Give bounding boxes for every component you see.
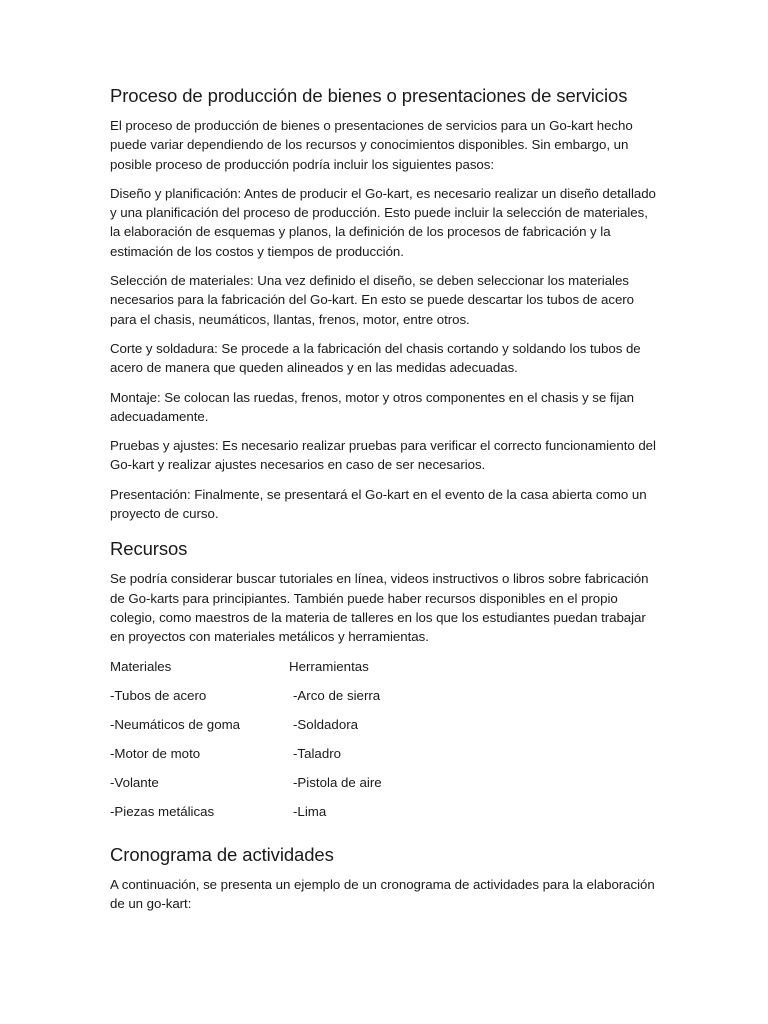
paragraph-seleccion: Selección de materiales: Una vez definido el diseño, se deben seleccionar los materiales necesarios para la fabricación del Go-kart. En esto se puede descartar los tubos de acero para el chasis, neumáticos, llantas, frenos, motor, entre otros. <box>110 273 635 327</box>
section-title-recursos: Recursos <box>110 538 188 560</box>
paragraph-cronograma: A continuación, se presenta un ejemplo de un cronograma de actividades para la elaboración de un go-kart: <box>110 876 655 911</box>
material-cell: -Neumáticos de goma <box>110 716 241 732</box>
tool-cell: -Arco de sierra <box>293 687 381 703</box>
paragraph-diseno: Diseño y planificación: Antes de producir el Go-kart, es necesario realizar un diseño detallado y una planificación del proceso de producción. Esto puede incluir la selección de materiales, la elaboración de esquemas y planos, la definición de los procesos de fabricación y la estimación de los costos y tiempos de producción. <box>110 185 656 259</box>
table-header-row <box>110 657 660 686</box>
section-title-proceso: Proceso de producción de bienes o presentaciones de servicios <box>110 85 628 106</box>
paragraph-corte: Corte y soldadura: Se procede a la fabricación del chasis cortando y soldando los tubos de acero de manera que queden alineados y en las medidas adecuadas. <box>110 340 641 376</box>
paragraph-intro: El proceso de producción de bienes o presentaciones de servicios para un Go-kart hecho puede variar dependiendo de los recursos y conocimientos disponibles. Sin embargo, un posible proceso de producción podría incluir los siguientes pasos: <box>110 118 633 172</box>
table-row <box>110 686 660 715</box>
table-row <box>110 744 660 773</box>
material-cell: -Tubos de acero <box>110 687 207 703</box>
tool-cell: -Soldadora <box>293 716 359 732</box>
table-row <box>110 715 660 744</box>
header-materiales: Materiales <box>110 658 172 674</box>
material-cell: -Volante <box>110 774 159 790</box>
material-cell: -Piezas metálicas <box>110 803 215 819</box>
header-herramientas: Herramientas <box>289 658 369 674</box>
tool-cell: -Taladro <box>293 745 342 761</box>
paragraph-recursos: Se podría considerar buscar tutoriales en línea, videos instructivos o libros sobre fabricación de Go-karts para principiantes. También puede haber recursos disponibles en el propio colegio, como maestros de la materia de talleres en los que los estudiantes puedan trabajar en proyectos con materiales metálicos y herramientas. <box>110 571 649 645</box>
tool-cell: -Lima <box>293 803 327 819</box>
section-title-cronograma: Cronograma de actividades <box>110 843 334 865</box>
material-cell: -Motor de moto <box>110 745 201 761</box>
table-row <box>110 773 660 802</box>
table-row <box>110 802 660 831</box>
tool-cell: -Pistola de aire <box>293 774 382 790</box>
paragraph-montaje: Montaje: Se colocan las ruedas, frenos, motor y otros componentes en el chasis y se fijan adecuadamente. <box>110 389 635 424</box>
paragraph-presentacion: Presentación: Finalmente, se presentará el Go-kart en el evento de la casa abierta como un proyecto de curso. <box>110 486 647 522</box>
paragraph-pruebas: Pruebas y ajustes: Es necesario realizar pruebas para verificar el correcto funcionamiento del Go-kart y realizar ajustes necesarios en caso de ser necesarios. <box>110 438 656 473</box>
materials-tools-table <box>110 657 660 831</box>
document-page <box>110 84 660 923</box>
